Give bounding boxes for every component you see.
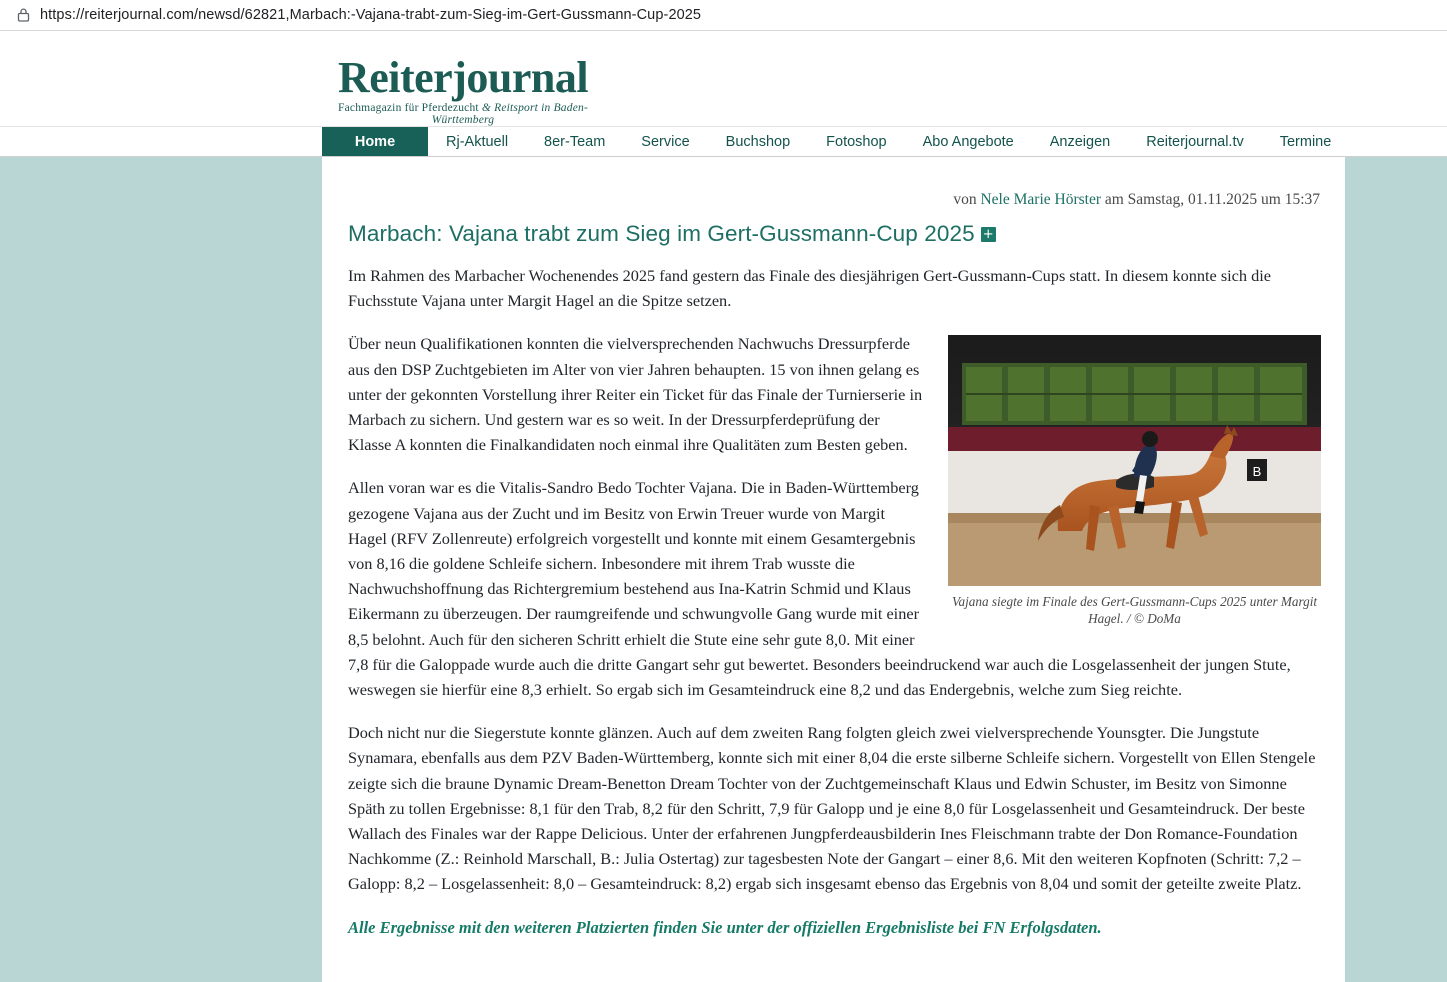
logo-subtitle-right: & Reitsport in Baden-Württemberg xyxy=(431,102,588,126)
article-photo-caption: Vajana siegte im Finale des Gert-Gussmann-Cups 2025 unter Margit Hagel. / © DoMa xyxy=(951,594,1318,627)
nav-item-anzeigen[interactable]: Anzeigen xyxy=(1049,133,1111,150)
page-body xyxy=(0,157,1447,982)
article-photo xyxy=(948,335,1321,586)
background-left xyxy=(0,157,322,982)
byline-prefix: von xyxy=(953,191,977,208)
browser-toolbar xyxy=(0,0,1447,31)
main-navigation xyxy=(0,127,1447,157)
logo-subtitle-left: Fachmagazin für Pferdezucht xyxy=(338,102,479,114)
site-logo[interactable] xyxy=(318,55,608,126)
byline-date: am Samstag, 01.11.2025 um 15:37 xyxy=(1104,191,1320,208)
results-list-link[interactable]: Alle Ergebnisse mit den weiteren Platzierten finden Sie unter der offiziellen Ergebnisliste bei FN Erfolgsdaten. xyxy=(348,917,1102,937)
article-paragraph-lead: Im Rahmen des Marbacher Wochenendes 2025 fand gestern das Finale des diesjährigen Gert-Gussmann-Cups statt. In diesem konnte sich die Fuchsstute Vajana unter Margit Hagel an die Spitze setzen. xyxy=(348,266,1272,311)
nav-item-home[interactable]: Home xyxy=(322,127,428,156)
nav-item-abo-angebote[interactable]: Abo Angebote xyxy=(922,133,1014,150)
nav-item-fotoshop[interactable]: Fotoshop xyxy=(826,133,887,150)
article-paragraph-4: Doch nicht nur die Siegerstute konnte glänzen. Auch auf dem zweiten Rang folgten gleich zwei vielversprechende Younsgter. Die Jungstute Synamara, ebenfalls aus dem PZV Baden-Württemberg, konnte sich mit einer 8,04 die erste silberne Schleife sichern. Vorgestellt von Ellen Stengele zeigte sich die braune Dynamic Dream-Benetton Dream Tochter von der Zuchtgemeinschaft Klaus und Edwin Schuster, im Besitz von Simonne Späth zu tollen Ergebnisse: 8,1 für den Trab, 8,2 für den Schritt, 7,9 für Galopp und je eine 8,0 für Losgelassenheit und Gesamteindruck. Der beste Wallach des Finales war der Rappe Delicious. Unter der erfahrenen Jungpferdeausbilderin Ines Fleischmann trabte der Don Romance-Foundation Nachkomme (Z.: Reinhold Marschall, B.: Julia Ostertag) zur tagesbesten Note der Gangart – einer 8,6. Mit den weiteren Kopfnoten (Schritt: 7,2 – Galopp: 8,2 – Losgelassenheit: 8,0 – Gesamteindruck: 8,2) ergab sich insgesamt ebenso das Ergebnis von 8,04 und somit der geteilte zweite Platz. xyxy=(348,723,1316,894)
logo-subtitle xyxy=(318,102,608,126)
article-byline xyxy=(348,191,1320,209)
nav-item-buchshop[interactable]: Buchshop xyxy=(725,133,791,150)
logo-title: Reiterjournal xyxy=(337,53,589,102)
article-figure xyxy=(948,335,1321,627)
nav-item-service[interactable]: Service xyxy=(641,133,690,150)
article-body xyxy=(348,263,1321,940)
site-header xyxy=(0,31,1447,127)
article-paragraph-3: Allen voran war es die Vitalis-Sandro Bedo Tochter Vajana. Die in Baden-Württemberg gezogene Vajana aus der Zucht und im Besitz von Erwin Treuer wurde von Margit Hagel (RFV Zollenreute) erfolgreich vorgestellt und konnte mit einem Gesamtergebnis von 8,16 die goldene Schleife sichern. Inbesondere mit ihrem Trab wusste die Nachwuchshoffnung das Richtergremium bestehend aus Ina-Katrin Schmid und Klaus Eikermann zu überzeugen. Der raumgreifende und schwungvolle Gang wurde mit einer 8,5 belohnt. Auch für den sicheren Schritt erhielt die Stute eine sehr gute 8,0. Mit einer 7,8 für die Galoppade wurde auch die dritte Gangart sehr gut bewertet. Besonders beeindruckend war auch die Losgelassenheit der jungen Stute, weswegen sie hierfür eine 8,3 erhielt. So ergab sich im Gesamteindruck eine 8,2 und das Endergebnis, welche zum Sieg reichte. xyxy=(348,478,1291,700)
nav-item-reiterjournal-tv[interactable]: Reiterjournal.tv xyxy=(1146,133,1244,150)
nav-item-8er-team[interactable]: 8er-Team xyxy=(544,133,606,150)
article-paragraph-2: Über neun Qualifikationen konnten die vielversprechenden Nachwuchs Dressurpferde aus den DSP Zuchtgebieten im Alter von vier Jahren behaupten. 15 von ihnen gelang es unter der gekonnten Vorstellung ihrer Reiter ein Ticket für das Finale der Turnierserie in Marbach zu sichern. Und gestern war es so weit. In der Dressurpferdeprüfung der Klasse A konnten die Finalkandidaten noch einmal ihre Qualitäten zum Besten geben. xyxy=(348,334,923,455)
nav-item-termine[interactable]: Termine xyxy=(1279,133,1332,150)
lock-icon[interactable] xyxy=(14,6,32,24)
background-right xyxy=(1345,157,1447,982)
page-title xyxy=(348,221,1321,247)
svg-text:B: B xyxy=(1252,464,1262,480)
plus-badge-icon[interactable]: + xyxy=(982,227,994,242)
article-author-link[interactable]: Nele Marie Hörster xyxy=(980,191,1101,208)
nav-item-rj-aktuell[interactable]: Rj-Aktuell xyxy=(446,133,509,150)
article-title-text: Marbach: Vajana trabt zum Sieg im Gert-Gussmann-Cup 2025 xyxy=(348,221,975,246)
article-container xyxy=(322,157,1345,982)
address-bar-url[interactable]: https://reiterjournal.com/newsd/62821,Marbach:-Vajana-trabt-zum-Sieg-im-Gert-Gussmann-Cup-2025 xyxy=(40,7,702,23)
